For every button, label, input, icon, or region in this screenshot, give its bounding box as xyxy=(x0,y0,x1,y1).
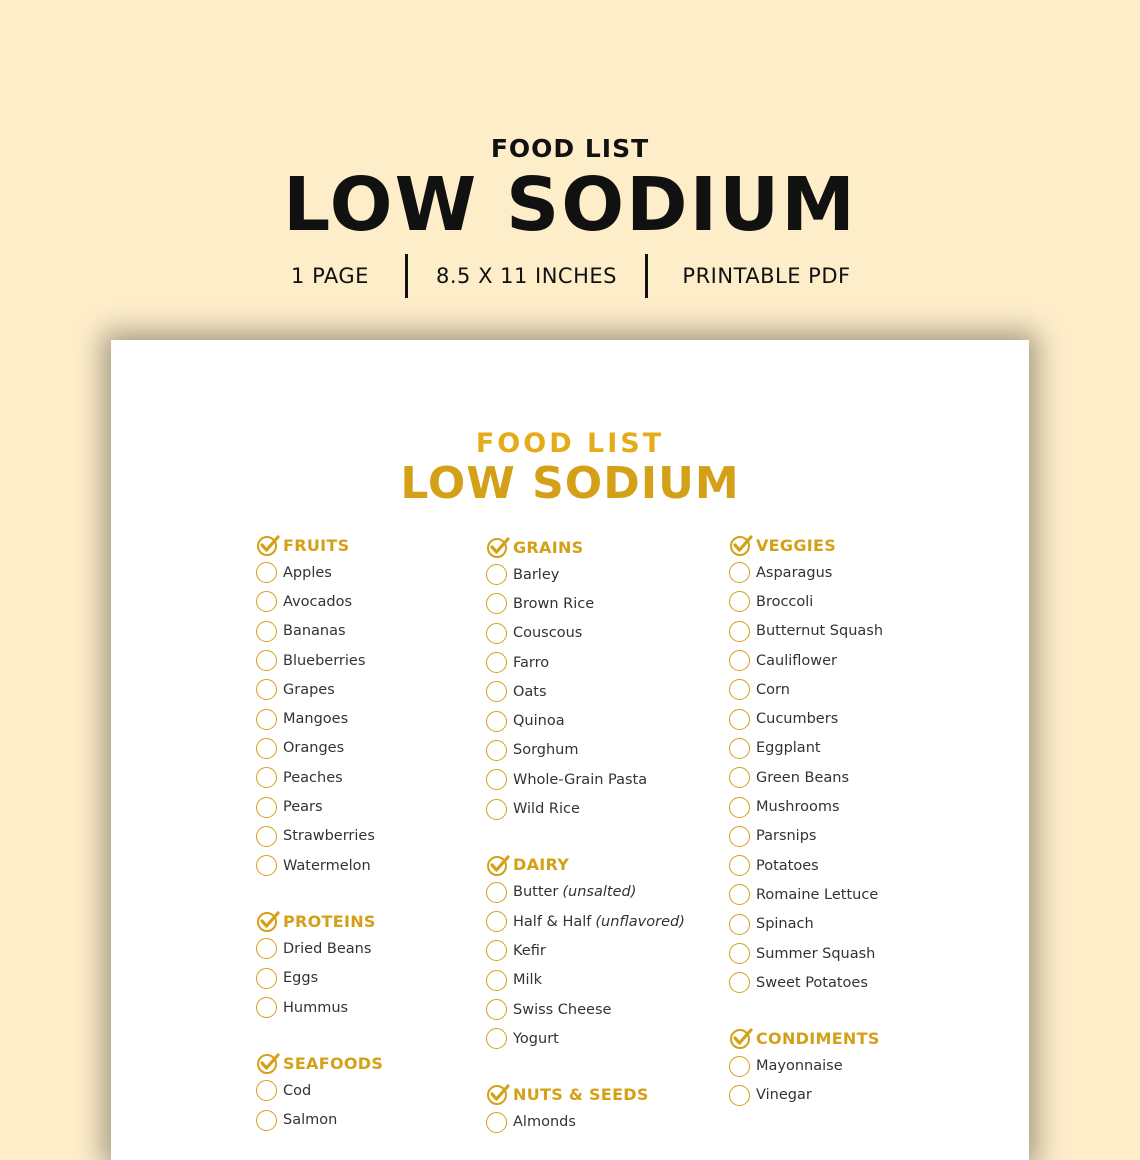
item-label: Eggplant xyxy=(756,740,821,757)
list-item xyxy=(256,792,383,821)
list-item xyxy=(256,734,383,763)
empty-checkbox-icon xyxy=(729,972,750,993)
empty-checkbox-icon xyxy=(486,970,507,991)
empty-checkbox-icon xyxy=(256,968,277,989)
printable-page-preview xyxy=(111,340,1029,1160)
empty-checkbox-icon xyxy=(729,855,750,876)
spec-size: 8.5 X 11 INCHES xyxy=(436,264,617,288)
item-label: Mangoes xyxy=(283,711,349,728)
spec-bar xyxy=(255,254,885,298)
group-title: CONDIMENTS xyxy=(756,1028,880,1048)
item-label: Bananas xyxy=(283,623,346,640)
list-item xyxy=(729,1081,883,1110)
list-item xyxy=(256,993,383,1022)
group-header xyxy=(486,1081,685,1107)
list-item xyxy=(729,704,883,733)
checked-circle-icon xyxy=(486,1082,510,1106)
checked-circle-icon xyxy=(256,533,280,557)
item-label: Pears xyxy=(283,799,323,816)
list-item xyxy=(486,619,685,648)
list-item xyxy=(486,589,685,618)
item-label: Asparagus xyxy=(756,564,833,581)
food-group xyxy=(729,532,883,997)
item-label: Peaches xyxy=(283,769,343,786)
item-label: Barley xyxy=(513,566,560,583)
list-item xyxy=(486,1107,685,1136)
list-item xyxy=(256,704,383,733)
list-item xyxy=(256,558,383,587)
list-item xyxy=(256,934,383,963)
empty-checkbox-icon xyxy=(486,740,507,761)
empty-checkbox-icon xyxy=(486,652,507,673)
list-item xyxy=(486,560,685,589)
group-header xyxy=(486,852,685,878)
empty-checkbox-icon xyxy=(729,562,750,583)
empty-checkbox-icon xyxy=(256,621,277,642)
list-item xyxy=(486,736,685,765)
item-label: Almonds xyxy=(513,1114,576,1131)
item-label: Apples xyxy=(283,564,332,581)
list-item xyxy=(486,995,685,1024)
item-label: Swiss Cheese xyxy=(513,1001,612,1018)
food-group xyxy=(486,1081,685,1136)
list-item xyxy=(729,734,883,763)
item-label: Yogurt xyxy=(513,1030,559,1047)
item-label: Strawberries xyxy=(283,828,375,845)
item-label: Cauliflower xyxy=(756,652,838,669)
empty-checkbox-icon xyxy=(729,797,750,818)
list-item xyxy=(729,558,883,587)
item-label: Blueberries xyxy=(283,652,366,669)
group-header xyxy=(486,534,685,560)
item-label: Sorghum xyxy=(513,742,579,759)
item-label: Butternut Squash xyxy=(756,623,884,640)
item-label: Potatoes xyxy=(756,857,819,874)
food-column xyxy=(256,532,383,1135)
empty-checkbox-icon xyxy=(486,711,507,732)
list-item xyxy=(256,822,383,851)
item-label: Wild Rice xyxy=(513,801,580,818)
item-label: Dried Beans xyxy=(283,940,372,957)
list-item xyxy=(729,587,883,616)
list-item xyxy=(486,765,685,794)
item-label: Hummus xyxy=(283,999,349,1016)
empty-checkbox-icon xyxy=(486,564,507,585)
page-title: LOW SODIUM xyxy=(400,458,740,509)
item-label: Cod xyxy=(283,1082,312,1099)
item-label: Cucumbers xyxy=(756,711,839,728)
group-title: PROTEINS xyxy=(283,911,376,931)
spec-pages: 1 PAGE xyxy=(291,264,369,288)
food-group xyxy=(486,852,685,1054)
food-group xyxy=(486,534,685,824)
item-label: Butter xyxy=(513,884,559,901)
empty-checkbox-icon xyxy=(729,826,750,847)
empty-checkbox-icon xyxy=(729,884,750,905)
empty-checkbox-icon xyxy=(729,767,750,788)
item-label: Oats xyxy=(513,683,547,700)
list-item xyxy=(486,706,685,735)
empty-checkbox-icon xyxy=(256,997,277,1018)
item-note: (unflavored) xyxy=(595,913,685,930)
item-label: Quinoa xyxy=(513,713,565,730)
item-label: Couscous xyxy=(513,625,583,642)
list-item xyxy=(256,763,383,792)
empty-checkbox-icon xyxy=(486,882,507,903)
empty-checkbox-icon xyxy=(256,1080,277,1101)
empty-checkbox-icon xyxy=(729,738,750,759)
group-header xyxy=(256,1050,383,1076)
food-column xyxy=(729,532,883,1110)
empty-checkbox-icon xyxy=(256,709,277,730)
empty-checkbox-icon xyxy=(729,679,750,700)
list-item xyxy=(729,851,883,880)
list-item xyxy=(256,675,383,704)
list-item xyxy=(256,964,383,993)
empty-checkbox-icon xyxy=(729,650,750,671)
food-group xyxy=(256,1050,383,1135)
list-item xyxy=(729,792,883,821)
checked-circle-icon xyxy=(486,535,510,559)
food-group xyxy=(256,908,383,1022)
empty-checkbox-icon xyxy=(486,769,507,790)
list-item xyxy=(486,794,685,823)
item-label: Summer Squash xyxy=(756,945,876,962)
item-label: Eggs xyxy=(283,970,319,987)
list-item xyxy=(486,648,685,677)
group-title: NUTS & SEEDS xyxy=(513,1084,649,1104)
empty-checkbox-icon xyxy=(256,797,277,818)
food-group xyxy=(729,1025,883,1110)
item-note: (unsalted) xyxy=(562,884,637,901)
item-label: Half & Half xyxy=(513,913,592,930)
list-item xyxy=(729,822,883,851)
list-item xyxy=(729,910,883,939)
group-title: GRAINS xyxy=(513,537,584,557)
item-label: Sweet Potatoes xyxy=(756,974,868,991)
item-label: Avocados xyxy=(283,593,353,610)
empty-checkbox-icon xyxy=(256,826,277,847)
list-item xyxy=(486,1024,685,1053)
item-label: Milk xyxy=(513,972,542,989)
list-item xyxy=(729,880,883,909)
list-item xyxy=(256,587,383,616)
checked-circle-icon xyxy=(486,853,510,877)
group-header xyxy=(729,532,883,558)
list-item xyxy=(256,1105,383,1134)
list-item xyxy=(486,936,685,965)
item-label: Kefir xyxy=(513,942,546,959)
group-header xyxy=(256,908,383,934)
item-label: Grapes xyxy=(283,681,335,698)
header-kicker: FOOD LIST xyxy=(490,134,650,163)
list-item xyxy=(729,675,883,704)
empty-checkbox-icon xyxy=(486,1112,507,1133)
checked-circle-icon xyxy=(729,1026,753,1050)
checked-circle-icon xyxy=(729,533,753,557)
list-item xyxy=(486,878,685,907)
list-item xyxy=(256,617,383,646)
empty-checkbox-icon xyxy=(486,1028,507,1049)
empty-checkbox-icon xyxy=(729,621,750,642)
item-label: Romaine Lettuce xyxy=(756,886,879,903)
empty-checkbox-icon xyxy=(729,1056,750,1077)
header-title: LOW SODIUM xyxy=(283,162,857,248)
spec-format: PRINTABLE PDF xyxy=(682,264,851,288)
empty-checkbox-icon xyxy=(256,679,277,700)
page-kicker: FOOD LIST xyxy=(475,428,665,459)
empty-checkbox-icon xyxy=(256,938,277,959)
item-label: Green Beans xyxy=(756,769,850,786)
empty-checkbox-icon xyxy=(486,999,507,1020)
food-column xyxy=(486,534,685,1137)
empty-checkbox-icon xyxy=(256,767,277,788)
empty-checkbox-icon xyxy=(486,593,507,614)
group-header xyxy=(256,532,383,558)
item-label: Broccoli xyxy=(756,593,814,610)
empty-checkbox-icon xyxy=(256,855,277,876)
empty-checkbox-icon xyxy=(729,943,750,964)
item-label: Parsnips xyxy=(756,828,817,845)
item-label: Watermelon xyxy=(283,857,371,874)
list-item xyxy=(256,851,383,880)
checked-circle-icon xyxy=(256,909,280,933)
empty-checkbox-icon xyxy=(256,591,277,612)
list-item xyxy=(256,1076,383,1105)
list-item xyxy=(729,646,883,675)
empty-checkbox-icon xyxy=(256,738,277,759)
item-label: Spinach xyxy=(756,916,814,933)
list-item xyxy=(256,646,383,675)
empty-checkbox-icon xyxy=(486,911,507,932)
list-item xyxy=(729,617,883,646)
list-item xyxy=(729,939,883,968)
item-label: Farro xyxy=(513,654,550,671)
checked-circle-icon xyxy=(256,1051,280,1075)
group-title: VEGGIES xyxy=(756,535,837,555)
list-item xyxy=(486,966,685,995)
group-title: FRUITS xyxy=(283,535,350,555)
item-label: Whole-Grain Pasta xyxy=(513,771,648,788)
empty-checkbox-icon xyxy=(486,681,507,702)
empty-checkbox-icon xyxy=(256,1110,277,1131)
item-label: Vinegar xyxy=(756,1087,812,1104)
empty-checkbox-icon xyxy=(486,940,507,961)
empty-checkbox-icon xyxy=(256,650,277,671)
list-item xyxy=(729,763,883,792)
item-label: Brown Rice xyxy=(513,595,595,612)
item-label: Oranges xyxy=(283,740,345,757)
empty-checkbox-icon xyxy=(729,709,750,730)
empty-checkbox-icon xyxy=(486,799,507,820)
empty-checkbox-icon xyxy=(729,1085,750,1106)
empty-checkbox-icon xyxy=(256,562,277,583)
list-item xyxy=(729,968,883,997)
item-label: Salmon xyxy=(283,1112,338,1129)
food-group xyxy=(256,532,383,880)
group-title: SEAFOODS xyxy=(283,1053,384,1073)
item-label: Mushrooms xyxy=(756,799,840,816)
item-label: Mayonnaise xyxy=(756,1058,843,1075)
list-item xyxy=(729,1051,883,1080)
empty-checkbox-icon xyxy=(486,623,507,644)
group-title: DAIRY xyxy=(513,855,570,875)
item-label: Corn xyxy=(756,681,790,698)
list-item xyxy=(486,677,685,706)
list-item xyxy=(486,907,685,936)
empty-checkbox-icon xyxy=(729,591,750,612)
empty-checkbox-icon xyxy=(729,914,750,935)
group-header xyxy=(729,1025,883,1051)
